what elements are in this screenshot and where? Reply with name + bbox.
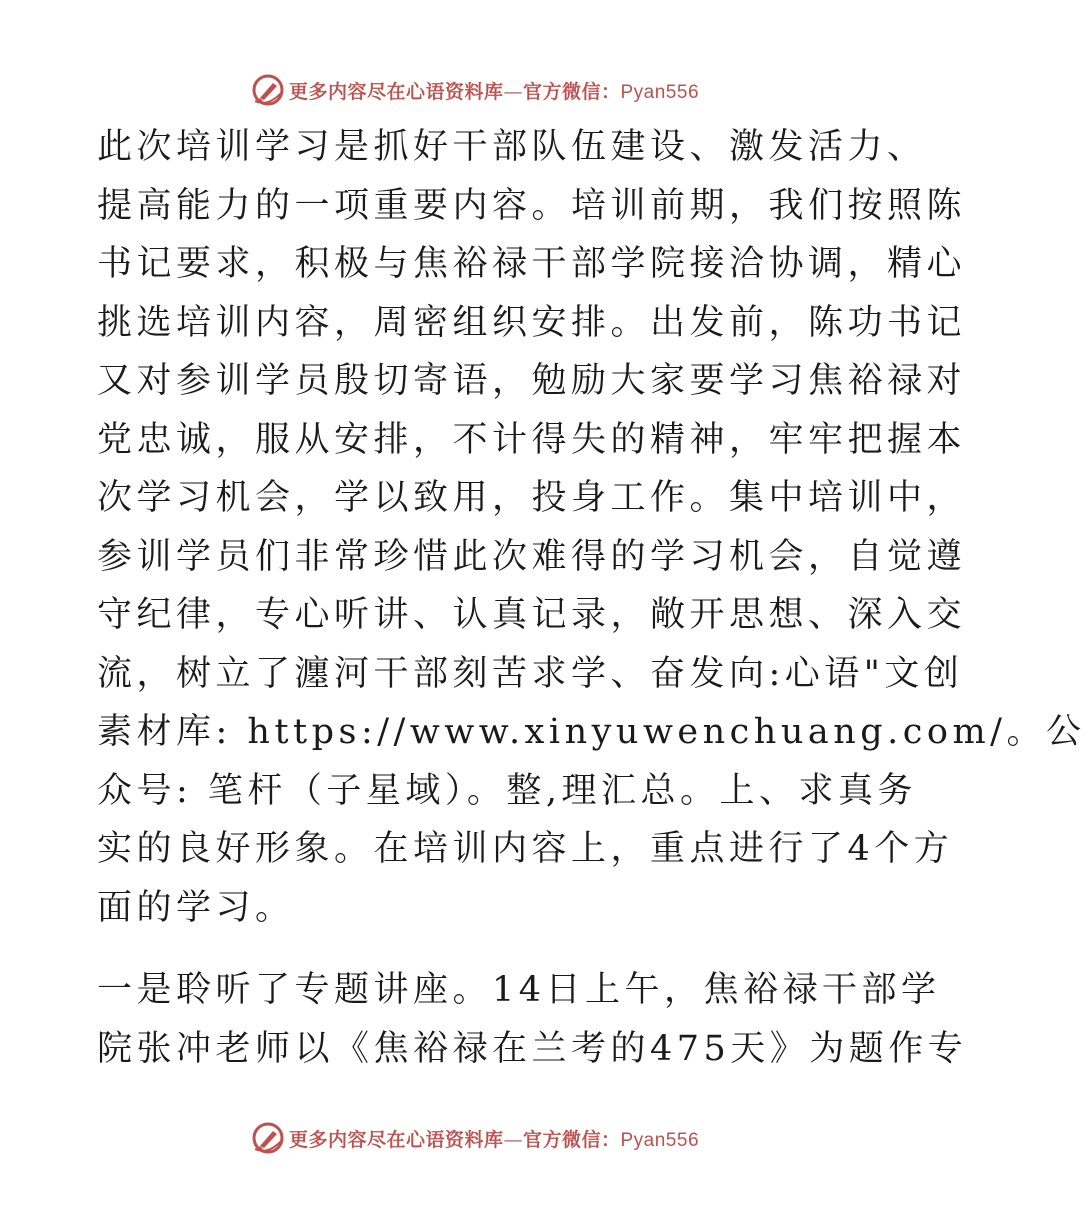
text-line: 院张冲老师以《焦裕禄在兰考的475天》为题作专 [97,1028,968,1069]
banner-text [289,1125,699,1152]
text-line: 守纪律，专心听讲、认真记录，敞开思想、深入交 [97,595,967,635]
banner-prefix: 更多内容尽在心语资料库 [288,80,504,103]
text-line: 党忠诚，服从安排，不计得失的精神，牢牢把握本 [97,419,967,460]
document-body [97,118,1085,1078]
header-banner [0,70,950,110]
paragraph-training-overview [97,118,1085,937]
text-line: 实的良好形象。在培训内容上，重点进行了4个方 [97,829,954,869]
pen-logo-icon [251,73,285,107]
banner-wechat-label: 官方微信： [522,1128,621,1151]
text-line: 参训学员们非常珍惜此次难得的学习机会，自觉遵 [97,536,967,577]
text-line: 此次培训学习是抓好干部队伍建设、激发活力、 [97,127,927,167]
text-line: 书记要求，积极与焦裕禄干部学院接洽协调，精心 [97,244,967,284]
banner-wechat-id: Pyan556 [620,81,700,103]
text-line: 提高能力的一项重要内容。培训前期，我们按照陈 [97,185,967,226]
banner-text [289,77,699,104]
footer-banner [0,1118,950,1158]
banner-separator: — [503,80,523,103]
banner-separator: — [503,1128,523,1151]
pen-logo-icon [251,1121,285,1155]
text-line: 又对参训学员殷切寄语，勉励大家要学习焦裕禄对 [97,361,967,401]
text-line: 面的学习。 [97,887,295,928]
text-line: 次学习机会，学以致用，投身工作。集中培训中， [97,478,967,518]
text-line: 挑选培训内容，周密组织安排。出发前，陈功书记 [97,302,967,343]
text-line: 众号: 笔杆（子星域）。整,理汇总。上、求真务 [97,770,918,811]
banner-prefix: 更多内容尽在心语资料库 [288,1128,504,1151]
text-line: 一是聆听了专题讲座。14日上午，焦裕禄干部学 [97,970,941,1010]
text-line: 素材库: https://www.xinyuwenchuang.com/。公 [97,712,1085,752]
paragraph-lecture [97,961,968,1078]
banner-wechat-id: Pyan556 [620,1129,700,1151]
text-line: 流，树立了瀍河干部刻苦求学、奋发向:心语"文创 [97,653,964,694]
banner-wechat-label: 官方微信： [522,80,621,103]
